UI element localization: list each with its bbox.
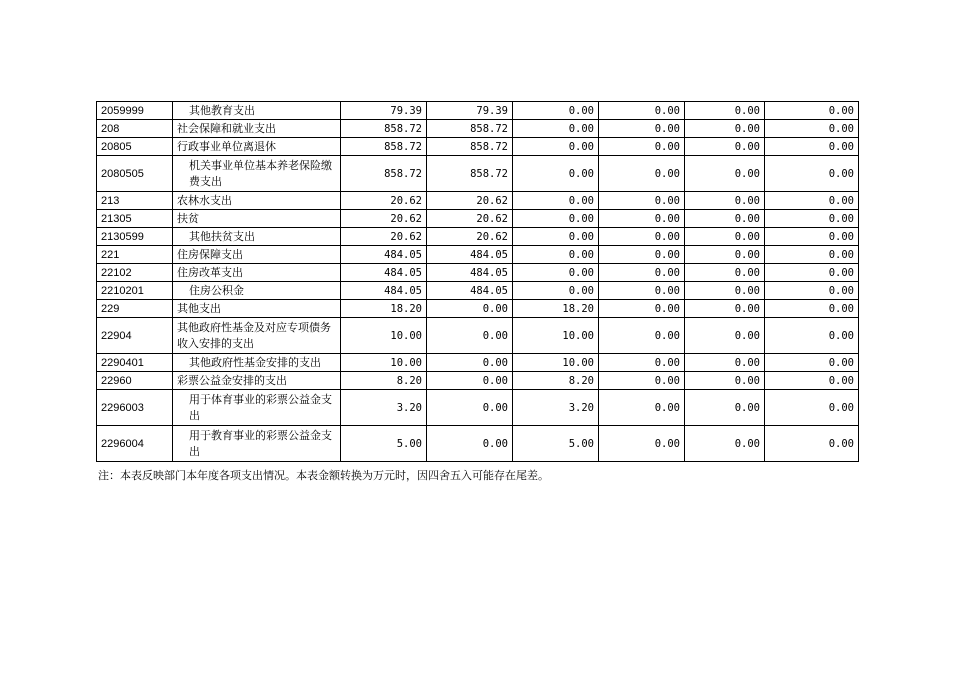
amount-cell: 0.00 <box>685 390 765 426</box>
amount-cell: 20.62 <box>427 228 513 246</box>
amount-cell: 858.72 <box>341 156 427 192</box>
table-row <box>97 138 859 156</box>
amount-cell: 0.00 <box>685 282 765 300</box>
amount-cell: 0.00 <box>427 354 513 372</box>
amount-cell: 0.00 <box>765 228 859 246</box>
amount-cell: 5.00 <box>341 426 427 462</box>
amount-cell: 0.00 <box>513 120 599 138</box>
table-row <box>97 426 859 462</box>
table-row <box>97 390 859 426</box>
expenditure-table <box>96 101 859 462</box>
table-row <box>97 372 859 390</box>
subject-code-cell: 221 <box>97 246 173 264</box>
subject-name-cell: 住房公积金 <box>173 282 341 300</box>
amount-cell: 0.00 <box>685 246 765 264</box>
amount-cell: 79.39 <box>427 102 513 120</box>
amount-cell: 0.00 <box>427 426 513 462</box>
amount-cell: 0.00 <box>599 354 685 372</box>
amount-cell: 0.00 <box>599 300 685 318</box>
subject-name-cell: 扶贫 <box>173 210 341 228</box>
amount-cell: 10.00 <box>341 354 427 372</box>
amount-cell: 0.00 <box>599 282 685 300</box>
amount-cell: 484.05 <box>427 282 513 300</box>
subject-code-cell: 213 <box>97 192 173 210</box>
amount-cell: 0.00 <box>513 156 599 192</box>
amount-cell: 0.00 <box>765 246 859 264</box>
subject-name-cell: 彩票公益金安排的支出 <box>173 372 341 390</box>
amount-cell: 0.00 <box>513 228 599 246</box>
amount-cell: 0.00 <box>427 372 513 390</box>
amount-cell: 0.00 <box>685 120 765 138</box>
subject-code-cell: 21305 <box>97 210 173 228</box>
table-row <box>97 354 859 372</box>
amount-cell: 10.00 <box>513 354 599 372</box>
amount-cell: 0.00 <box>599 228 685 246</box>
amount-cell: 0.00 <box>765 300 859 318</box>
amount-cell: 0.00 <box>599 246 685 264</box>
subject-name-cell: 其他扶贫支出 <box>173 228 341 246</box>
table-row <box>97 282 859 300</box>
subject-name-cell: 住房保障支出 <box>173 246 341 264</box>
subject-name-cell: 机关事业单位基本养老保险缴费支出 <box>173 156 341 192</box>
amount-cell: 0.00 <box>427 300 513 318</box>
amount-cell: 0.00 <box>599 264 685 282</box>
amount-cell: 10.00 <box>513 318 599 354</box>
amount-cell: 0.00 <box>513 282 599 300</box>
subject-code-cell: 2290401 <box>97 354 173 372</box>
amount-cell: 0.00 <box>599 102 685 120</box>
amount-cell: 20.62 <box>341 192 427 210</box>
amount-cell: 0.00 <box>513 192 599 210</box>
table-row <box>97 264 859 282</box>
amount-cell: 0.00 <box>685 354 765 372</box>
amount-cell: 484.05 <box>427 264 513 282</box>
table-row <box>97 102 859 120</box>
amount-cell: 0.00 <box>513 102 599 120</box>
amount-cell: 20.62 <box>341 210 427 228</box>
table-footnote: 注：本表反映部门本年度各项支出情况。本表金额转换为万元时，因四舍五入可能存在尾差。 <box>98 469 549 482</box>
expenditure-table-container <box>96 101 858 462</box>
subject-code-cell: 22904 <box>97 318 173 354</box>
amount-cell: 858.72 <box>427 120 513 138</box>
amount-cell: 0.00 <box>513 210 599 228</box>
subject-name-cell: 住房改革支出 <box>173 264 341 282</box>
amount-cell: 3.20 <box>341 390 427 426</box>
table-row <box>97 318 859 354</box>
amount-cell: 484.05 <box>341 264 427 282</box>
table-row <box>97 246 859 264</box>
amount-cell: 0.00 <box>765 210 859 228</box>
amount-cell: 0.00 <box>513 264 599 282</box>
amount-cell: 8.20 <box>513 372 599 390</box>
amount-cell: 0.00 <box>765 318 859 354</box>
amount-cell: 0.00 <box>599 156 685 192</box>
amount-cell: 0.00 <box>513 138 599 156</box>
subject-code-cell: 208 <box>97 120 173 138</box>
amount-cell: 0.00 <box>599 210 685 228</box>
amount-cell: 858.72 <box>427 138 513 156</box>
amount-cell: 0.00 <box>685 138 765 156</box>
subject-name-cell: 用于体育事业的彩票公益金支出 <box>173 390 341 426</box>
amount-cell: 0.00 <box>685 192 765 210</box>
table-row <box>97 210 859 228</box>
amount-cell: 858.72 <box>341 120 427 138</box>
subject-name-cell: 用于教育事业的彩票公益金支出 <box>173 426 341 462</box>
subject-name-cell: 其他教育支出 <box>173 102 341 120</box>
amount-cell: 0.00 <box>685 372 765 390</box>
amount-cell: 0.00 <box>685 318 765 354</box>
amount-cell: 0.00 <box>765 390 859 426</box>
subject-code-cell: 22960 <box>97 372 173 390</box>
amount-cell: 20.62 <box>341 228 427 246</box>
amount-cell: 0.00 <box>599 318 685 354</box>
amount-cell: 484.05 <box>341 282 427 300</box>
amount-cell: 0.00 <box>599 138 685 156</box>
subject-name-cell: 农林水支出 <box>173 192 341 210</box>
amount-cell: 8.20 <box>341 372 427 390</box>
amount-cell: 0.00 <box>685 426 765 462</box>
amount-cell: 0.00 <box>599 192 685 210</box>
amount-cell: 0.00 <box>765 102 859 120</box>
amount-cell: 0.00 <box>765 156 859 192</box>
amount-cell: 20.62 <box>427 192 513 210</box>
amount-cell: 0.00 <box>765 264 859 282</box>
table-row <box>97 120 859 138</box>
amount-cell: 0.00 <box>599 372 685 390</box>
amount-cell: 858.72 <box>341 138 427 156</box>
subject-name-cell: 其他政府性基金及对应专项债务收入安排的支出 <box>173 318 341 354</box>
amount-cell: 0.00 <box>765 192 859 210</box>
amount-cell: 0.00 <box>685 156 765 192</box>
amount-cell: 0.00 <box>599 426 685 462</box>
amount-cell: 0.00 <box>685 102 765 120</box>
amount-cell: 858.72 <box>427 156 513 192</box>
amount-cell: 0.00 <box>685 264 765 282</box>
amount-cell: 0.00 <box>765 426 859 462</box>
amount-cell: 0.00 <box>765 354 859 372</box>
amount-cell: 0.00 <box>599 390 685 426</box>
subject-name-cell: 行政事业单位离退休 <box>173 138 341 156</box>
amount-cell: 0.00 <box>685 210 765 228</box>
amount-cell: 0.00 <box>427 318 513 354</box>
amount-cell: 0.00 <box>599 120 685 138</box>
amount-cell: 0.00 <box>765 120 859 138</box>
subject-code-cell: 22102 <box>97 264 173 282</box>
amount-cell: 0.00 <box>765 282 859 300</box>
amount-cell: 3.20 <box>513 390 599 426</box>
subject-code-cell: 2296004 <box>97 426 173 462</box>
amount-cell: 0.00 <box>685 300 765 318</box>
subject-code-cell: 20805 <box>97 138 173 156</box>
amount-cell: 0.00 <box>765 372 859 390</box>
amount-cell: 0.00 <box>513 246 599 264</box>
table-row <box>97 228 859 246</box>
amount-cell: 0.00 <box>765 138 859 156</box>
subject-code-cell: 2059999 <box>97 102 173 120</box>
amount-cell: 18.20 <box>341 300 427 318</box>
amount-cell: 484.05 <box>341 246 427 264</box>
table-row <box>97 300 859 318</box>
subject-code-cell: 2296003 <box>97 390 173 426</box>
subject-name-cell: 社会保障和就业支出 <box>173 120 341 138</box>
amount-cell: 0.00 <box>427 390 513 426</box>
subject-code-cell: 2130599 <box>97 228 173 246</box>
amount-cell: 10.00 <box>341 318 427 354</box>
amount-cell: 20.62 <box>427 210 513 228</box>
table-body <box>97 102 859 462</box>
amount-cell: 79.39 <box>341 102 427 120</box>
subject-code-cell: 229 <box>97 300 173 318</box>
subject-name-cell: 其他政府性基金安排的支出 <box>173 354 341 372</box>
subject-code-cell: 2080505 <box>97 156 173 192</box>
amount-cell: 18.20 <box>513 300 599 318</box>
amount-cell: 5.00 <box>513 426 599 462</box>
subject-name-cell: 其他支出 <box>173 300 341 318</box>
table-row <box>97 192 859 210</box>
subject-code-cell: 2210201 <box>97 282 173 300</box>
amount-cell: 484.05 <box>427 246 513 264</box>
table-row <box>97 156 859 192</box>
amount-cell: 0.00 <box>685 228 765 246</box>
